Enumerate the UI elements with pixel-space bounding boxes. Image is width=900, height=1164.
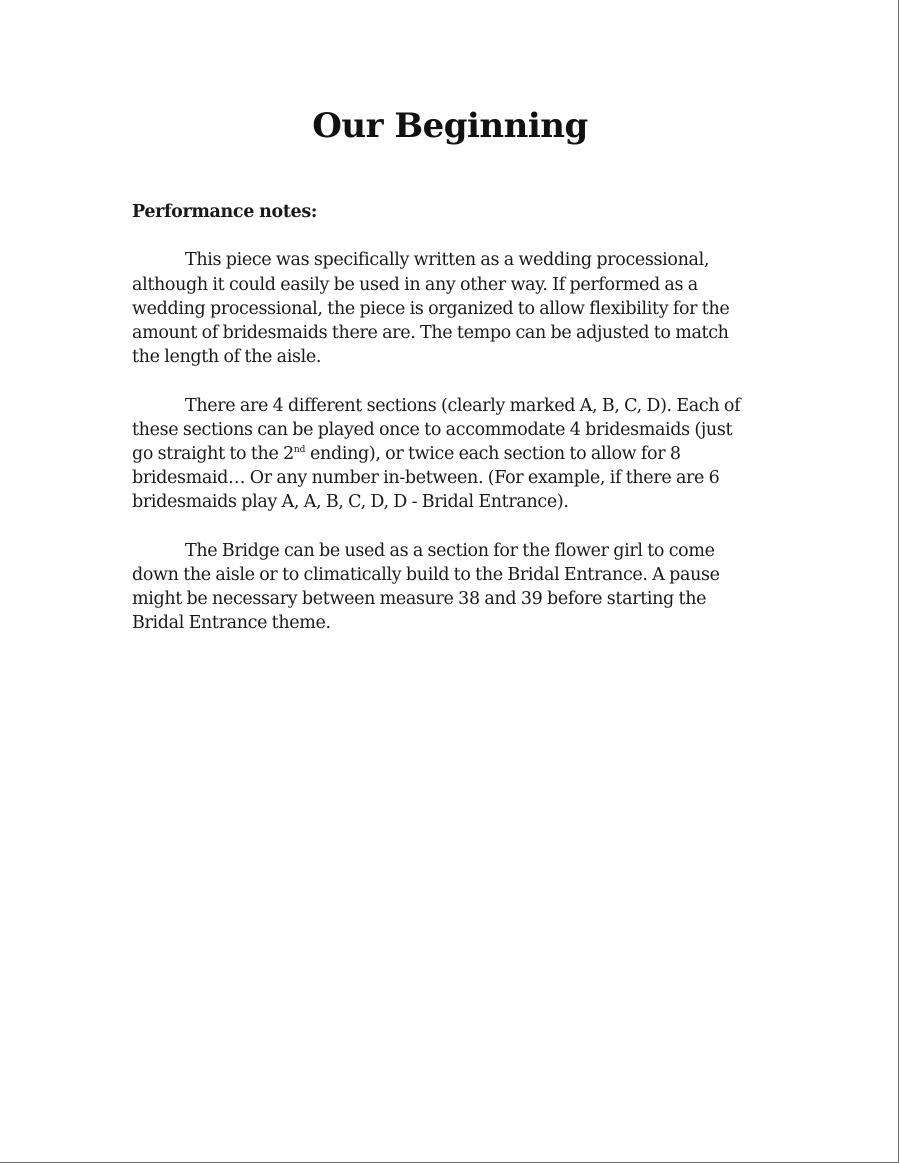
paragraph-line: There are 4 different sections (clearly marked A, B, C, D). Each of	[185, 395, 741, 416]
ordinal-superscript: nd	[293, 445, 306, 455]
paragraph-line: bridesmaid… Or any number in-between. (For example, if there are 6	[132, 468, 720, 489]
paragraph-line: these sections can be played once to accommodate 4 bridesmaids (just	[132, 419, 733, 440]
paragraph-line: The Bridge can be used as a section for the flower girl to come	[185, 540, 715, 561]
paragraph-line: bridesmaids play A, A, B, C, D, D - Bridal Entrance).	[132, 492, 569, 513]
paragraph-line: Bridal Entrance theme.	[132, 613, 331, 634]
paragraph-line: wedding processional, the piece is organized to allow flexibility for the	[132, 298, 730, 319]
paragraph-line: This piece was specifically written as a wedding processional,	[185, 250, 710, 271]
paragraph-line: although it could easily be used in any other way. If performed as a	[132, 274, 698, 295]
paragraph-line: the length of the aisle.	[132, 347, 322, 368]
paragraph-processional	[132, 248, 762, 369]
paragraph-line	[132, 442, 762, 466]
line-text-before: go straight to the 2	[132, 444, 294, 464]
page-title: Our Beginning	[312, 106, 588, 146]
paragraph-line: down the aisle or to climatically build to the Bridal Entrance. A pause	[132, 565, 720, 585]
paragraph-line: amount of bridesmaids there are. The tempo can be adjusted to match	[132, 323, 729, 343]
paragraph-sections	[132, 394, 762, 515]
document-body	[132, 200, 762, 660]
performance-notes-heading: Performance notes:	[132, 202, 317, 222]
paragraph-line: might be necessary between measure 38 and 39 before starting the	[132, 589, 707, 610]
paragraph-bridge	[132, 539, 762, 636]
line-text-after: ending), or twice each section to allow for 8	[305, 444, 681, 464]
